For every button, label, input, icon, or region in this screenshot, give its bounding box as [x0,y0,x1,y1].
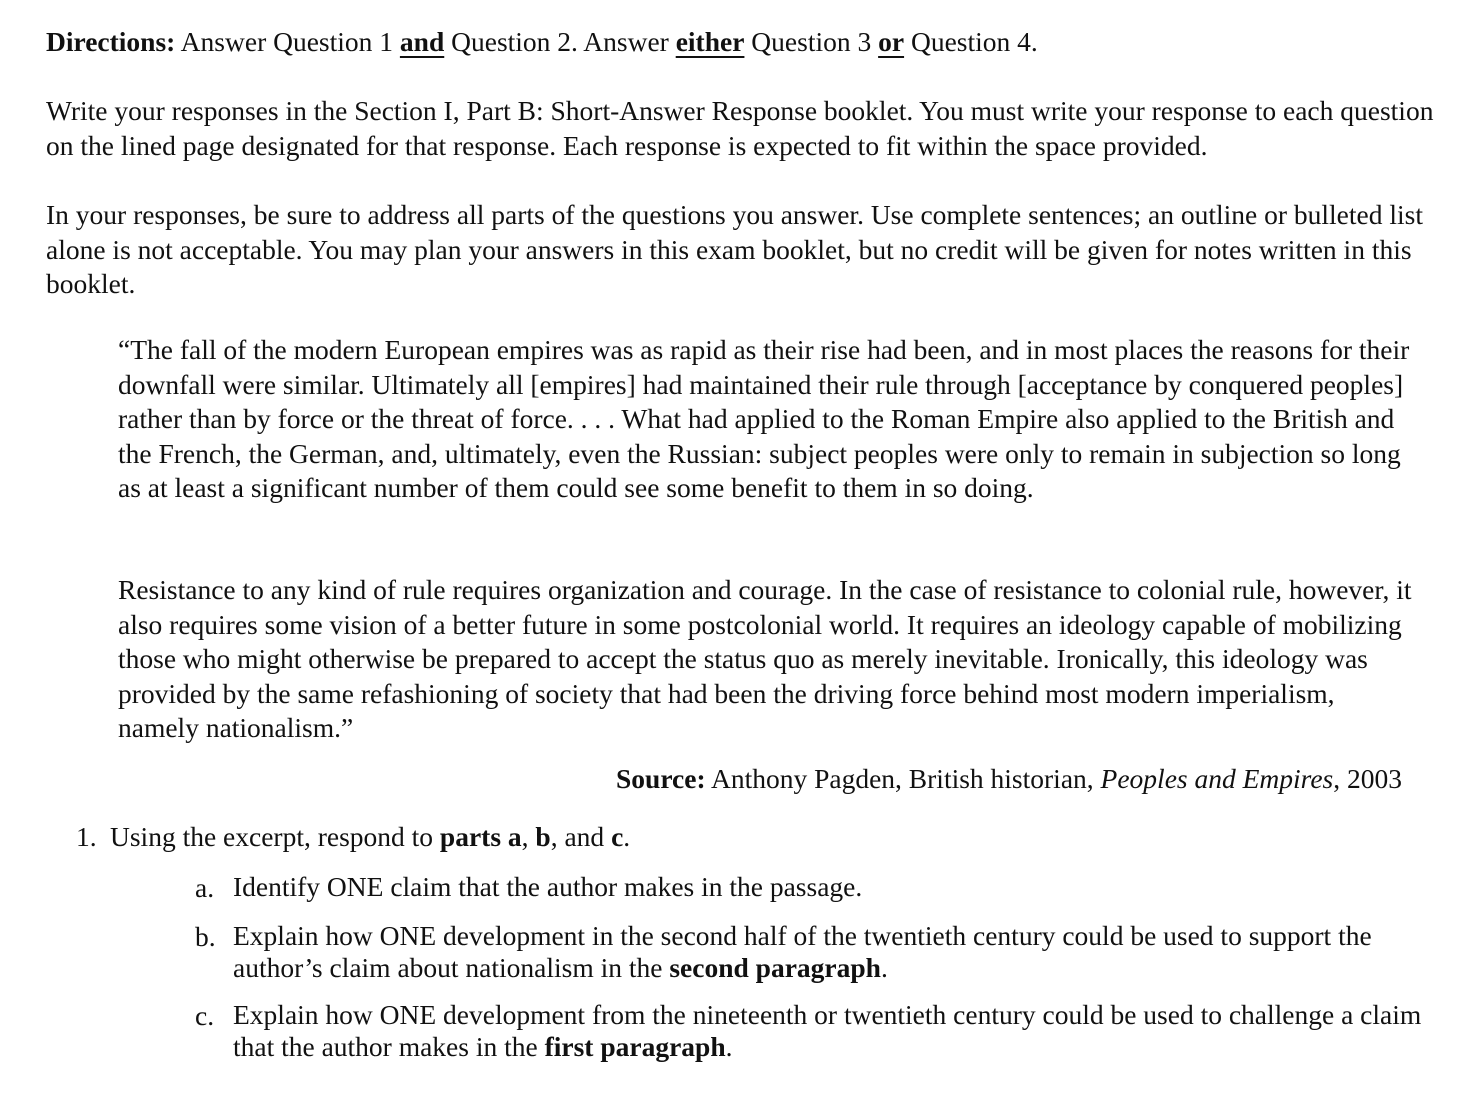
part-b-end: . [880,952,888,983]
part-a-text: Identify ONE claim that the author makes in the passage. [233,871,863,902]
directions-text-4: Question 4. [904,26,1038,57]
question-part-c: c [611,821,624,852]
question-number: 1. [76,821,97,852]
part-b-letter: b. [195,921,216,952]
directions-text-1: Answer Question 1 [175,26,400,57]
directions-line [46,25,1436,60]
source-author: Anthony Pagden, British historian, [705,763,1101,794]
excerpt-paragraph-2: Resistance to any kind of rule requires organization and courage. In the case of resistance to colonial rule, however, it also requires some vision of a better future in some postcolonial world. It requires an ideology capable of mobilizing those who might otherwise be prepared to accept the status quo as merely inevitable. Ironically, this ideology was provided by the same refashioning of society that had been the driving force behind most modern imperialism, namely nationalism.” [118,574,1412,743]
source-citation [616,762,1402,797]
part-b-text-block [233,920,1423,984]
directions-text-3: Question 3 [744,26,879,57]
question-comma: , [521,821,536,852]
excerpt-paragraph-1: “The fall of the modern European empires was as rapid as their rise had been, and in most places the reasons for their downfall were similar. Ultimately all [empires] had maintained their rule through [acceptance by conquered peoples] rather than by force or the threat of force. . . . What had applied to the Roman Empire also applied to the British and the French, the German, and, ultimately, even the Russian: subject peoples were only to remain in subjection so long as at least a significant number of them could see some benefit to them in so doing. [118,334,1410,503]
instructions-paragraph-2: In your responses, be sure to address all parts of the questions you answer. Use complete sentences; an outline or bulleted list alone is not acceptable. You may plan your answers in this exam booklet, but no credit will be given for notes written in this booklet. [46,199,1423,299]
directions-either: either [675,26,745,57]
part-c-letter: c. [195,1000,215,1031]
directions-label: Directions: [46,26,176,57]
question-and: , and [550,821,612,852]
part-b-text: Explain how ONE development in the second half of the twentieth century could be used to support the author’s claim about nationalism in the [233,920,1372,983]
source-title: Peoples and Empires [1100,763,1334,794]
directions-text-2: Question 2. Answer [444,26,676,57]
part-a-letter: a. [195,872,215,903]
directions-or: or [878,26,905,57]
question-parts-a: parts a [439,821,522,852]
question-period: . [623,821,631,852]
question-part-b: b [535,821,551,852]
part-b-bold: second paragraph [669,952,881,983]
directions-and: and [399,26,445,57]
question-prompt: Using the excerpt, respond to [110,821,440,852]
instructions-paragraph-1: Write your responses in the Section I, Part B: Short-Answer Response booklet. You must write your response to each question on the lined page designated for that response. Each response is expected to fit within the space provided. [46,95,1434,161]
part-c-text-block [233,999,1423,1063]
source-year: , 2003 [1333,763,1402,794]
source-label: Source: [615,763,706,794]
part-c-bold: first paragraph [544,1031,726,1062]
part-c-end: . [725,1031,733,1062]
part-c-text: Explain how ONE development from the nineteenth or twentieth century could be used to challenge a claim that the author makes in the [233,999,1422,1062]
question-1 [76,820,630,855]
